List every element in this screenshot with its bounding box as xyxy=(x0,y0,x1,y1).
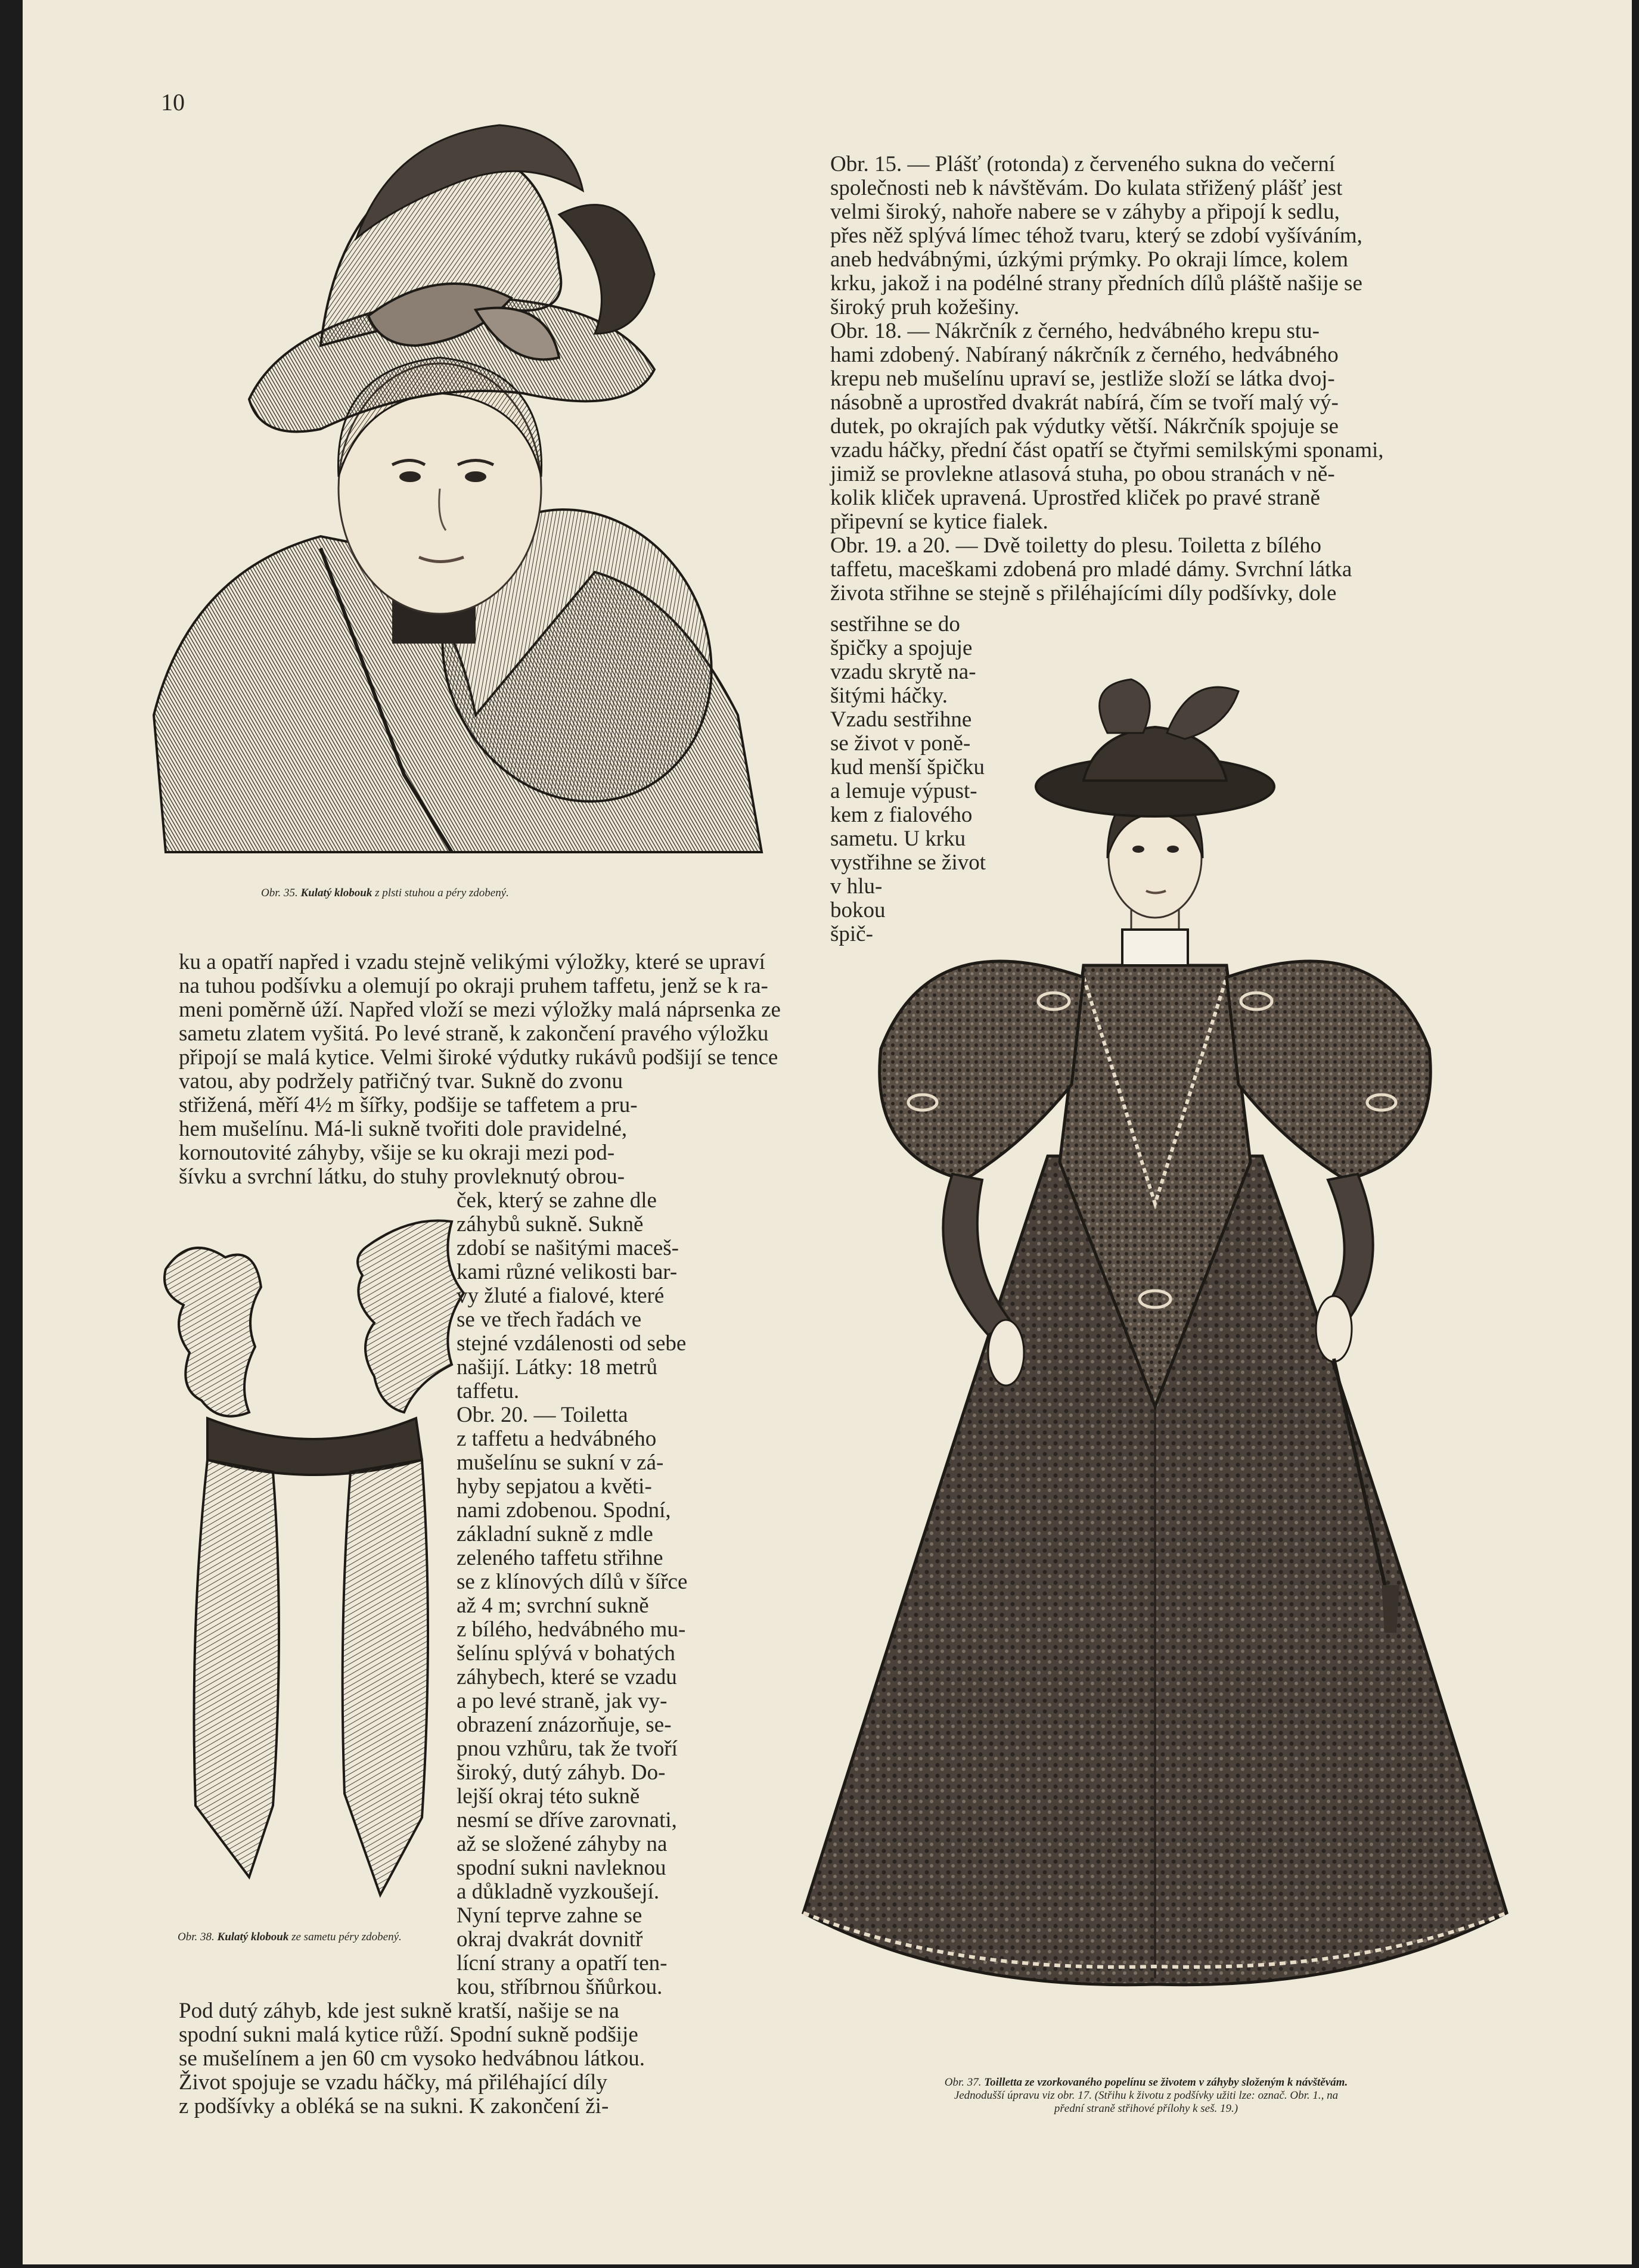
text-line: dutek, po okrajích pak výdutky větší. Nákrčník spojuje se xyxy=(830,414,1339,439)
text-line: na tuhou podšívku a olemují po okraji pruhem taffetu, jenž se k ra- xyxy=(179,974,768,998)
illustration-hat-portrait xyxy=(142,119,774,876)
caption-fig38-num: Obr. 38. xyxy=(178,1931,215,1943)
text-line: života střihne se stejně s přiléhajícími díly podšívky, dole xyxy=(830,581,1337,605)
text-line: vatou, aby podržely patřičný tvar. Sukně do zvonu xyxy=(179,1069,623,1093)
text-line: Obr. 19. a 20. — Dvě toiletty do plesu. Toiletta z bílého xyxy=(830,533,1321,558)
text-line: Pod dutý záhyb, kde jest sukně kratší, našije se na xyxy=(179,1999,619,2023)
caption-fig37-title: Toilletta ze vzorkovaného popelínu se životem v záhyby složeným k návštěvám. xyxy=(984,2076,1348,2089)
text-line: z bílého, hedvábného mu- xyxy=(457,1617,686,1642)
caption-fig37-line1 xyxy=(780,2076,1513,2089)
text-line: Nyní teprve zahne se xyxy=(457,1903,642,1928)
text-line: se z klínových dílů v šířce xyxy=(457,1570,688,1594)
text-line: záhybů sukně. Sukně xyxy=(457,1212,644,1236)
text-line: záhybech, které se vzadu xyxy=(457,1665,677,1689)
text-line: šelínu splývá v bohatých xyxy=(457,1641,675,1666)
text-line: vy žluté a fialové, které xyxy=(457,1284,665,1308)
text-line: kem z fialového xyxy=(830,803,973,827)
text-line: přes něž splývá límec téhož tvaru, který se zdobí vyšíváním, xyxy=(830,223,1362,248)
illustration-ribbon-sash xyxy=(154,1210,488,1919)
caption-fig38-title: Kulatý klobouk xyxy=(217,1931,289,1943)
text-line: z taffetu a hedvábného xyxy=(457,1427,657,1451)
text-line: až se složené záhyby na xyxy=(457,1832,668,1856)
text-line: spodní sukni navleknou xyxy=(457,1856,666,1880)
caption-fig37-line2: Jednodušší úpravu viz obr. 17. (Střihu k životu z podšívky užiti lze: označ. Obr. 1., na xyxy=(954,2089,1339,2102)
text-line: spodní sukni malá kytice růží. Spodní sukně podšije xyxy=(179,2022,638,2047)
text-line: hem mušelínu. Má-li sukně tvořiti dole pravidelné, xyxy=(179,1117,628,1141)
text-line: našijí. Látky: 18 metrů xyxy=(457,1355,658,1380)
caption-fig37 xyxy=(780,2076,1513,2115)
text-block-5 xyxy=(179,1999,739,2118)
caption-fig38 xyxy=(178,1931,404,1944)
text-line: bokou xyxy=(830,898,886,922)
caption-fig35-title: Kulatý klobouk xyxy=(300,887,372,899)
text-line: kou, stříbrnou šňůrkou. xyxy=(457,1975,663,1999)
text-line: šívku a svrchní látku, do stuhy provleknutý obrou- xyxy=(179,1164,625,1189)
text-line: střižená, měří 4½ m šířky, podšije se taffetem a pru- xyxy=(179,1093,638,1117)
caption-fig37-line3: přední straně střihové přílohy k seš. 19.) xyxy=(1054,2102,1238,2115)
text-line: taffetu, maceškami zdobená pro mladé dámy. Svrchní látka xyxy=(830,557,1352,582)
caption-fig35 xyxy=(261,887,509,900)
text-block-1 xyxy=(830,153,1486,605)
text-block-3 xyxy=(179,950,900,1189)
text-line: zdobí se našitými maceš- xyxy=(457,1236,679,1260)
text-line: zeleného taffetu střihne xyxy=(457,1546,663,1570)
text-line: kud menší špičku xyxy=(830,755,985,779)
text-line: sametu zlatem vyšitá. Po levé straně, k zakončení pravého výložku xyxy=(179,1021,769,1046)
text-line: široký, dutý záhyb. Do- xyxy=(457,1760,666,1785)
text-line: obrazení znázorňuje, se- xyxy=(457,1713,672,1737)
text-line: kolik kliček upravená. Uprostřed kliček po pravé straně xyxy=(830,486,1320,510)
text-line: až 4 m; svrchní sukně xyxy=(457,1593,649,1618)
text-line: nami zdobenou. Spodní, xyxy=(457,1498,671,1523)
text-line: stejné vzdálenosti od sebe xyxy=(457,1331,687,1356)
text-line: vystřihne se život xyxy=(830,850,986,875)
text-line: ku a opatří napřed i vzadu stejně velikými výložky, které se upraví xyxy=(179,950,765,974)
caption-fig35-rest: z plsti stuhou a péry zdobený. xyxy=(375,887,509,899)
text-line: jimiž se provlekne atlasová stuha, po obou stranách v ně- xyxy=(830,462,1335,486)
text-line: se ve třech řadách ve xyxy=(457,1307,642,1332)
text-block-2 xyxy=(830,613,1009,946)
text-line: šitými háčky. xyxy=(830,683,948,708)
magazine-page xyxy=(23,0,1632,2264)
text-line: ček, který se zahne dle xyxy=(457,1188,657,1213)
text-line: sestřihne se do xyxy=(830,612,960,636)
text-line: hami zdobený. Nabíraný nákrčník z černého, hedvábného xyxy=(830,343,1339,367)
text-line: Obr. 18. — Nákrčník z černého, hedvábného krepu stu- xyxy=(830,319,1320,343)
text-line: pnou vzhůru, tak že tvoří xyxy=(457,1736,678,1761)
text-line: v hlu- xyxy=(830,874,883,899)
text-line: vzadu skrytě na- xyxy=(830,660,976,684)
text-line: připojí se malá kytice. Velmi široké výdutky rukávů podšijí se tence xyxy=(179,1045,778,1070)
text-line: meni poměrně úží. Napřed vloží se mezi výložky malá náprsenka ze xyxy=(179,998,781,1022)
text-line: vzadu háčky, přední část opatří se čtyřmi semilskými sponami, xyxy=(830,438,1384,462)
caption-fig37-num: Obr. 37. xyxy=(944,2076,982,2089)
text-line: okraj dvakrát dovnitř xyxy=(457,1927,643,1952)
caption-fig38-rest: ze sametu péry zdobený. xyxy=(291,1931,402,1943)
text-line: kami různé velikosti bar- xyxy=(457,1260,678,1284)
text-line: lícní strany a opatří ten- xyxy=(457,1951,668,1975)
text-line: sametu. U krku xyxy=(830,827,966,851)
text-line: společnosti neb k návštěvám. Do kulata střižený plášť jest xyxy=(830,176,1343,200)
text-line: krepu neb mušelínu upraví se, jestliže složí se látka dvoj- xyxy=(830,366,1335,391)
text-line: mušelínu se sukní v zá- xyxy=(457,1450,664,1475)
text-line: a lemuje výpust- xyxy=(830,779,977,803)
caption-fig35-num: Obr. 35. xyxy=(261,887,298,899)
page-number: 10 xyxy=(161,89,185,116)
text-line: krku, jakož i na podélné strany předních dílů pláště našije se xyxy=(830,271,1362,296)
text-line: lejší okraj této sukně xyxy=(457,1784,640,1809)
text-line: velmi široký, nahoře nabere se v záhyby a připojí k sedlu, xyxy=(830,200,1340,224)
text-line: špičky a spojuje xyxy=(830,636,973,660)
text-line: nesmí se dříve zarovnati, xyxy=(457,1808,677,1832)
text-line: se mušelínem a jen 60 cm vysoko hedvábnou látkou. xyxy=(179,2046,645,2071)
text-line: hyby sepjatou a květi- xyxy=(457,1474,652,1499)
text-line: připevní se kytice fialek. xyxy=(830,509,1048,534)
text-line: Obr. 15. — Plášť (rotonda) z červeného sukna do večerní xyxy=(830,152,1336,176)
text-line: aneb hedvábnými, úzkými prýmky. Po okraji límce, kolem xyxy=(830,247,1348,272)
text-line: Vzadu sestřihne xyxy=(830,707,972,732)
text-line: základní sukně z mdle xyxy=(457,1522,653,1546)
text-line: taffetu. xyxy=(457,1379,520,1403)
text-line: Život spojuje se vzadu háčky, má přiléhající díly xyxy=(179,2070,607,2095)
text-line: a důkladně vyzkoušejí. xyxy=(457,1879,660,1904)
text-line: špič- xyxy=(830,922,873,946)
text-line: násobně a uprostřed dvakrát nabírá, čím se tvoří malý vý- xyxy=(830,390,1339,415)
text-line: široký pruh kožešiny. xyxy=(830,295,1020,319)
text-block-4 xyxy=(457,1189,743,1999)
text-line: z podšívky a obléká se na sukni. K zakončení ži- xyxy=(179,2094,609,2118)
text-line: Obr. 20. — Toiletta xyxy=(457,1403,628,1427)
text-line: a po levé straně, jak vy- xyxy=(457,1689,668,1713)
text-line: se život v poně- xyxy=(830,731,971,756)
text-line: kornoutovité záhyby, všije se ku okraji mezi pod- xyxy=(179,1141,615,1165)
